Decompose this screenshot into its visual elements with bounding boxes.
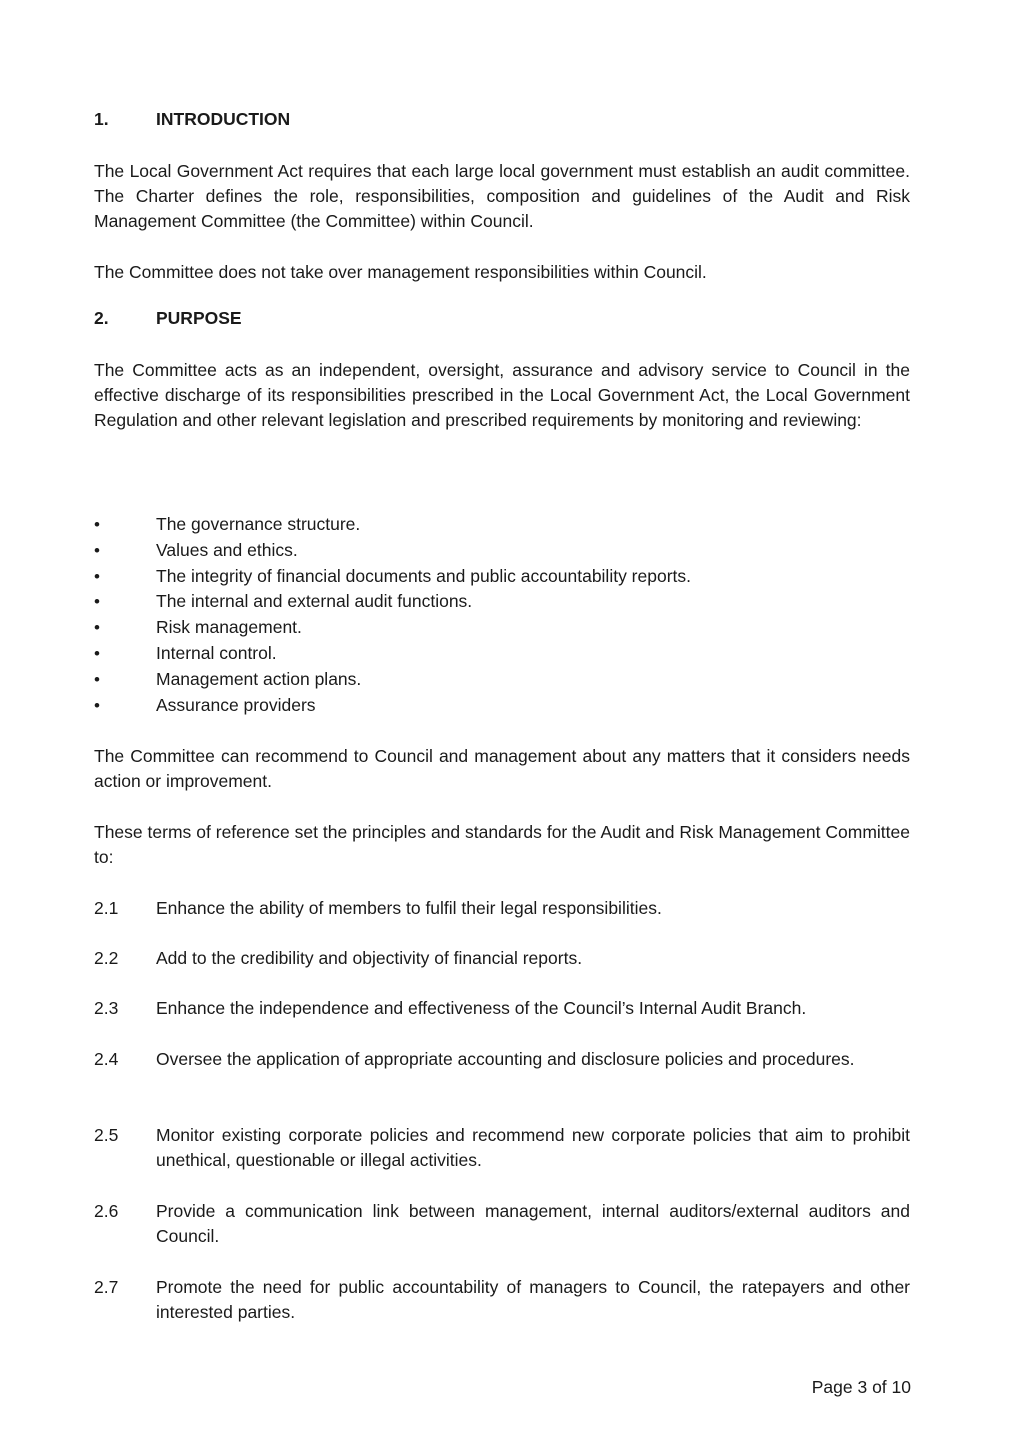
section-heading-purpose [94,308,242,329]
list-item [94,693,691,719]
item-text: Oversee the application of appropriate accounting and disclosure policies and procedures. [156,1049,855,1069]
bullet-text: The integrity of financial documents and public accountability reports. [156,565,692,586]
bullet-text: The internal and external audit functions. [156,591,473,612]
list-item [94,538,691,564]
item-number: 2.7 [94,1277,119,1297]
page-number: Page 3 of 10 [811,1377,911,1397]
section-number: 2. [94,308,109,328]
numbered-item-2-2 [94,946,910,971]
item-number: 2.4 [94,1049,119,1069]
list-item [94,564,691,590]
item-text: Add to the credibility and objectivity of financial reports. [156,948,583,968]
list-item [94,615,691,641]
bullet-text: Values and ethics. [156,539,298,560]
bullet-icon: • [94,618,100,638]
bullet-text: Risk management. [156,617,302,638]
bullet-icon: • [94,515,100,534]
list-item [94,641,691,667]
bullet-list [94,512,691,718]
list-item [94,667,691,693]
list-item [94,512,691,538]
numbered-item-2-6 [94,1199,910,1249]
intro-paragraph-1: The Local Government Act requires that each large local government must establish an audit committee. The Charter defines the role, responsibilities, composition and guidelines of the Audit and Risk Management Committee (the Committee) within Council. [94,161,910,231]
item-text: Provide a communication link between management, internal auditors/external auditors and Council. [156,1201,910,1246]
section-title: PURPOSE [156,308,242,328]
item-number: 2.1 [94,898,119,918]
numbered-item-2-5 [94,1123,910,1173]
bullet-text: Internal control. [156,642,277,663]
item-number: 2.6 [94,1201,119,1221]
bullet-text: Assurance providers [156,694,316,715]
numbered-item-2-3 [94,996,910,1021]
section-heading-introduction [94,109,290,130]
numbered-item-2-1 [94,896,910,921]
bullet-text: The governance structure. [156,514,361,534]
item-number: 2.3 [94,998,119,1018]
bullet-icon: • [94,643,100,663]
bullet-icon: • [94,592,100,612]
bullet-icon: • [94,540,100,560]
purpose-paragraph-2: The Committee can recommend to Council and management about any matters that it considers needs action or improvement. [94,746,910,791]
item-text: Promote the need for public accountability of managers to Council, the ratepayers and other interested parties. [156,1277,910,1322]
numbered-item-2-7 [94,1275,910,1325]
numbered-item-2-4 [94,1047,910,1072]
list-item [94,589,691,615]
item-text: Enhance the ability of members to fulfil their legal responsibilities. [156,898,662,918]
item-text: Monitor existing corporate policies and recommend new corporate policies that aim to prohibit unethical, questionable or illegal activities. [156,1125,910,1170]
item-text: Enhance the independence and effectiveness of the Council’s Internal Audit Branch. [156,998,807,1018]
section-title: INTRODUCTION [156,109,291,129]
section-number: 1. [94,109,109,129]
bullet-icon: • [94,669,100,689]
item-number: 2.5 [94,1125,119,1145]
bullet-icon: • [94,566,100,586]
purpose-paragraph-3: These terms of reference set the principles and standards for the Audit and Risk Management Committee to: [94,822,910,867]
bullet-text: Management action plans. [156,668,362,689]
intro-paragraph-2: The Committee does not take over management responsibilities within Council. [94,262,707,282]
bullet-icon: • [94,695,100,715]
item-number: 2.2 [94,948,119,968]
purpose-paragraph-1: The Committee acts as an independent, oversight, assurance and advisory service to Council in the effective discharge of its responsibilities prescribed in the Local Government Act, the Local Government Regulation and other relevant legislation and prescribed requirements by monitoring and reviewing: [94,360,910,430]
